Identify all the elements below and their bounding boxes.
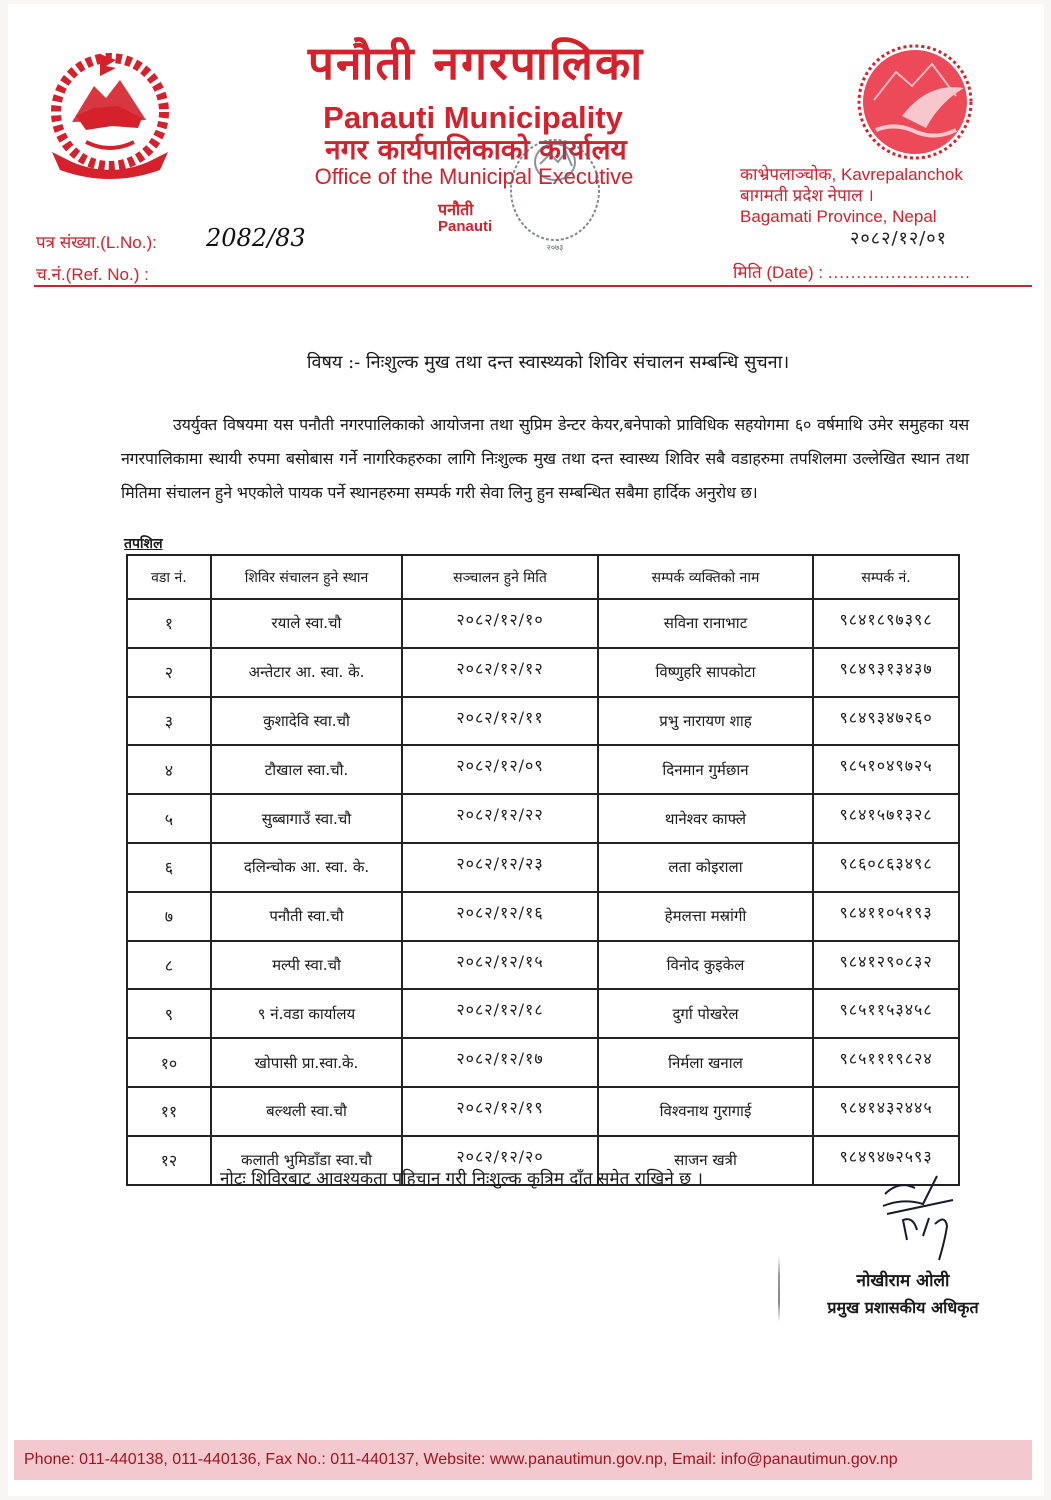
reference-number-label: च.नं.(Ref. No.) : [36,265,149,284]
table-row [127,989,959,1038]
contact-name: प्रभु नारायण शाह [598,697,813,746]
ward-no: १२ [127,1136,211,1185]
table-row [127,697,959,746]
contact-phone: ९८५१११९८२४ [813,1038,959,1087]
handwritten-date: २०८२/१२/०१ [850,228,948,249]
contact-name: विष्णुहरि सापकोटा [598,648,813,697]
date-placeholder-dots: ......................... [827,263,971,282]
contact-name: हेमलत्ता मस्रांगी [598,892,813,941]
ward-no: ३ [127,697,211,746]
contact-name: थानेश्वर काफ्ले [598,794,813,843]
municipality-title-nepali: पनौती नगरपालिका [307,36,645,90]
contact-name: विश्वनाथ गुरागाई [598,1087,813,1136]
header-contact-no: सम्पर्क नं. [813,555,959,599]
municipality-title-english: Panauti Municipality [323,100,623,135]
contact-name: साजन खत्री [598,1136,813,1185]
contact-phone: ९८४९३४७२६० [813,697,959,746]
address-province-nepali: बागमती प्रदेश नेपाल । [740,186,874,205]
camp-location: बल्थली स्वा.चौ [211,1087,402,1136]
table-row [127,648,959,697]
ward-no: ७ [127,892,211,941]
contact-phone: ९८४९४७२५९३ [813,1136,959,1185]
camp-location: टौखाल स्वा.चौ. [211,745,402,794]
nepal-emblem-icon [42,46,178,184]
contact-phone: ९८६०८६३४९८ [813,843,959,892]
place-english: Panauti [438,218,493,235]
note-text: नोटः शिविरबाट आवश्यकता पहिचान गरी निःशुल्क कृत्रिम दाँत समेत राखिने छ । [220,1169,703,1189]
table-row [127,745,959,794]
body-paragraph: उयर्युक्त विषयमा यस पनौती नगरपालिकाको आयोजना तथा सुप्रिम डेन्टर केयर,बनेपाको प्राविधिक सहयोगमा ६० वर्षमाथि उमेर समुहका यस नगरपालिकामा स्थायी रुपमा बसोबास गर्ने नागरिकहरुका लागि निःशुल्क मुख तथा दन्त स्वास्थ्य शिविर सबै वडाहरुमा तपशिलमा उल्लेखित स्थान तथा मितिमा संचालन हुने भएकोले पायक पर्ने स्थानहरुमा सम्पर्क गरी सेवा लिनु हुन सम्बन्धित सबैमा हार्दिक अनुरोध छ। [121,415,969,502]
camp-location: कुशादेवि स्वा.चौ [211,697,402,746]
date-field [733,260,971,283]
contact-phone: ९८५११५३४५८ [813,989,959,1038]
table-header-row [127,555,959,599]
contact-name: दुर्गा पोखरेल [598,989,813,1038]
camp-location: रयाले स्वा.चौ [211,599,402,648]
contact-name: दिनमान गुर्मछान [598,745,813,794]
ward-no: ६ [127,843,211,892]
date-label: मिति (Date) : [733,263,824,282]
office-name-english: Office of the Municipal Executive [314,164,634,189]
address-district: काभ्रेपलाञ्चोक, Kavrepalanchok [740,165,963,184]
camp-location: दलिन्चोक आ. स्वा. के. [211,843,402,892]
contact-phone: ९८४१२९०८३२ [813,941,959,990]
ward-no: ८ [127,941,211,990]
header-divider [34,285,1032,287]
camp-location: कलाती भुमिडाँडा स्वा.चौ [211,1136,402,1185]
ward-no: ४ [127,745,211,794]
ward-no: ११ [127,1087,211,1136]
signature-margin-line [778,1256,780,1322]
camp-date: २०८२/१२/१९ [402,1087,598,1136]
contact-phone: ९८४११०५१९३ [813,892,959,941]
table-row [127,599,959,648]
office-address [740,164,963,227]
camp-date: २०८२/१२/१८ [402,989,598,1038]
place-nepali: पनौती [438,200,474,219]
table-row [127,794,959,843]
camp-date: २०८२/१२/१६ [402,892,598,941]
contact-name: सविना रानाभाट [598,599,813,648]
contact-name: निर्मला खनाल [598,1038,813,1087]
camp-date: २०८२/१२/०९ [402,745,598,794]
contact-phone: ९८५१०४९७२५ [813,745,959,794]
table-row [127,892,959,941]
camp-location: अन्तेटार आ. स्वा. के. [211,648,402,697]
contact-phone: ९८४१८९७३९८ [813,599,959,648]
camp-schedule-table [126,554,960,1186]
camp-location: खोपासी प्रा.स्वा.के. [211,1038,402,1087]
camp-date: २०८२/१२/१७ [402,1038,598,1087]
footer-contact-bar [14,1440,1032,1480]
header-location: शिविर संचालन हुने स्थान [211,555,402,599]
contact-name: लता कोइराला [598,843,813,892]
contact-name: विनोद कुइकेल [598,941,813,990]
camp-date: २०८२/१२/२२ [402,794,598,843]
camp-date: २०८२/१२/१५ [402,941,598,990]
camp-date: २०८२/१२/११ [402,697,598,746]
contact-phone: ९८४९३१३४३७ [813,648,959,697]
camp-location: मल्पी स्वा.चौ [211,941,402,990]
camp-date: २०८२/१२/१२ [402,648,598,697]
office-stamp-icon [500,132,610,256]
letter-number-value: 2082/83 [206,224,306,252]
schedule-label: तपशिल [124,536,163,552]
table-row [127,941,959,990]
camp-date: २०८२/१२/२३ [402,843,598,892]
ward-no: २ [127,648,211,697]
municipality-logo-icon [856,42,974,162]
office-name-nepali: नगर कार्यपालिकाको कार्यालय [325,133,627,166]
contact-phone: ९८४१४३२४४५ [813,1087,959,1136]
header-date: सञ्चालन हुने मिति [402,555,598,599]
header-contact-name: सम्पर्क व्यक्तिको नाम [598,555,813,599]
subject-line: विषय :- निःशुल्क मुख तथा दन्त स्वास्थ्यको शिविर संचालन सम्बन्धि सुचना। [306,352,790,373]
camp-location: सुब्बागाउँ स्वा.चौ [211,794,402,843]
table-row [127,843,959,892]
svg-text:२०७३: २०७३ [546,243,564,252]
ward-no: १० [127,1038,211,1087]
address-province-english: Bagamati Province, Nepal [740,207,937,226]
ward-no: ९ [127,989,211,1038]
table-row [127,1087,959,1136]
ward-no: ५ [127,794,211,843]
contact-phone: ९८४१५७१३२८ [813,794,959,843]
camp-date: २०८२/१२/२० [402,1136,598,1185]
letter-number-label: पत्र संख्या.(L.No.): [36,233,157,252]
signatory-title: प्रमुख प्रशासकीय अधिकृत [827,1298,979,1317]
table-row [127,1038,959,1087]
header-ward-no: वडा नं. [127,555,211,599]
footer-contact-text: Phone: 011-440138, 011-440136, Fax No.: 011-440137, Website: www.panautimun.gov.np, Email: info@panautimun.gov.np [24,1451,898,1468]
handwritten-signature-icon [863,1170,973,1266]
camp-location: ९ नं.वडा कार्यालय [211,989,402,1038]
ward-no: १ [127,599,211,648]
camp-date: २०८२/१२/१० [402,599,598,648]
camp-location: पनौती स्वा.चौ [211,892,402,941]
letter-page [8,4,1044,1496]
signatory-name: नोखीराम ओली [856,1271,950,1291]
